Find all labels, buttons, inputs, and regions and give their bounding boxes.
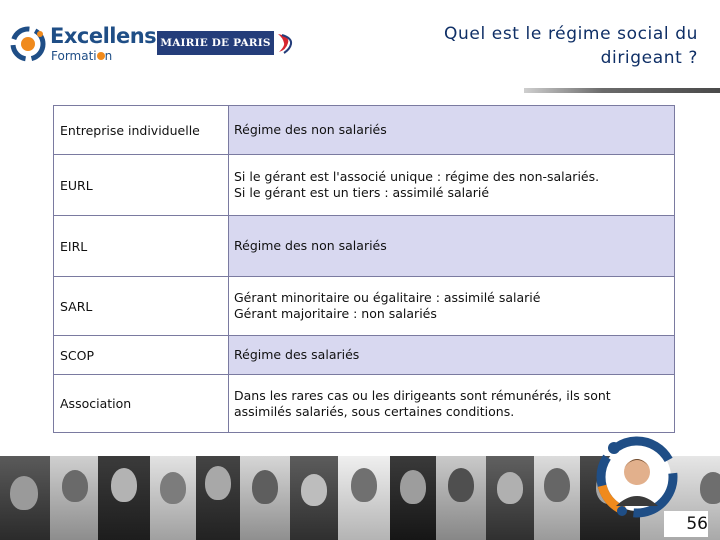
regime-line: Régime des non salariés bbox=[234, 238, 387, 253]
title-underline bbox=[524, 88, 720, 93]
portrait-photo bbox=[196, 456, 240, 540]
brand-name: Excellens bbox=[50, 24, 157, 48]
legal-form-cell: EIRL bbox=[54, 216, 229, 276]
regime-line: Si le gérant est un tiers : assimilé salarié bbox=[234, 185, 490, 200]
portrait-photo bbox=[338, 456, 390, 540]
regime-cell bbox=[229, 336, 674, 374]
page-number: 56 bbox=[664, 511, 708, 537]
portrait-photo bbox=[240, 456, 290, 540]
brand-subtitle-end: n bbox=[104, 49, 113, 63]
mairie-de-paris-logo bbox=[157, 31, 293, 55]
table-row bbox=[54, 375, 674, 432]
page-title: Quel est le régime social du dirigeant ? bbox=[444, 24, 698, 68]
table-row bbox=[54, 336, 674, 375]
regime-line: assimilés salariés, sous certaines conditions. bbox=[234, 403, 515, 419]
featured-portrait-ring-icon bbox=[594, 434, 680, 520]
table-row bbox=[54, 277, 674, 336]
regime-line: Si le gérant est l'associé unique : régime des non-salariés. bbox=[234, 169, 600, 184]
table-row bbox=[54, 216, 674, 277]
regime-cell bbox=[229, 277, 674, 335]
portrait-photo bbox=[150, 456, 196, 540]
brand-subtitle bbox=[51, 49, 112, 63]
portrait-photo bbox=[486, 456, 534, 540]
paris-emblem-icon bbox=[276, 32, 294, 54]
regime-line: Gérant minoritaire ou égalitaire : assimilé salarié bbox=[234, 290, 541, 305]
legal-form-cell: Entreprise individuelle bbox=[54, 106, 229, 154]
table-row bbox=[54, 106, 674, 155]
brand-dot-icon bbox=[97, 52, 105, 60]
portrait-photo bbox=[534, 456, 580, 540]
regime-line: Régime des salariés bbox=[234, 347, 360, 362]
legal-form-cell: SCOP bbox=[54, 336, 229, 374]
regime-cell bbox=[229, 375, 674, 432]
table-row bbox=[54, 155, 674, 216]
regime-table bbox=[53, 105, 675, 433]
regime-cell bbox=[229, 216, 674, 276]
legal-form-cell: EURL bbox=[54, 155, 229, 215]
brand-subtitle-start: Formati bbox=[51, 49, 97, 63]
regime-line: Régime des non salariés bbox=[234, 122, 387, 137]
regime-line: Gérant majoritaire : non salariés bbox=[234, 306, 437, 321]
legal-form-cell: SARL bbox=[54, 277, 229, 335]
excellens-logo bbox=[10, 24, 157, 64]
portrait-photo bbox=[98, 456, 150, 540]
portrait-photo bbox=[290, 456, 338, 540]
portrait-photo bbox=[0, 456, 50, 540]
portrait-photo bbox=[436, 456, 486, 540]
regime-line: Dans les rares cas ou les dirigeants sont rémunérés, ils sont bbox=[234, 387, 611, 403]
regime-cell bbox=[229, 106, 674, 154]
portrait-photo bbox=[390, 456, 436, 540]
regime-cell bbox=[229, 155, 674, 215]
excellens-logo-icon bbox=[10, 26, 46, 62]
partner-name: MAIRIE DE PARIS bbox=[157, 31, 274, 55]
portrait-photo bbox=[50, 456, 98, 540]
legal-form-cell: Association bbox=[54, 375, 229, 432]
